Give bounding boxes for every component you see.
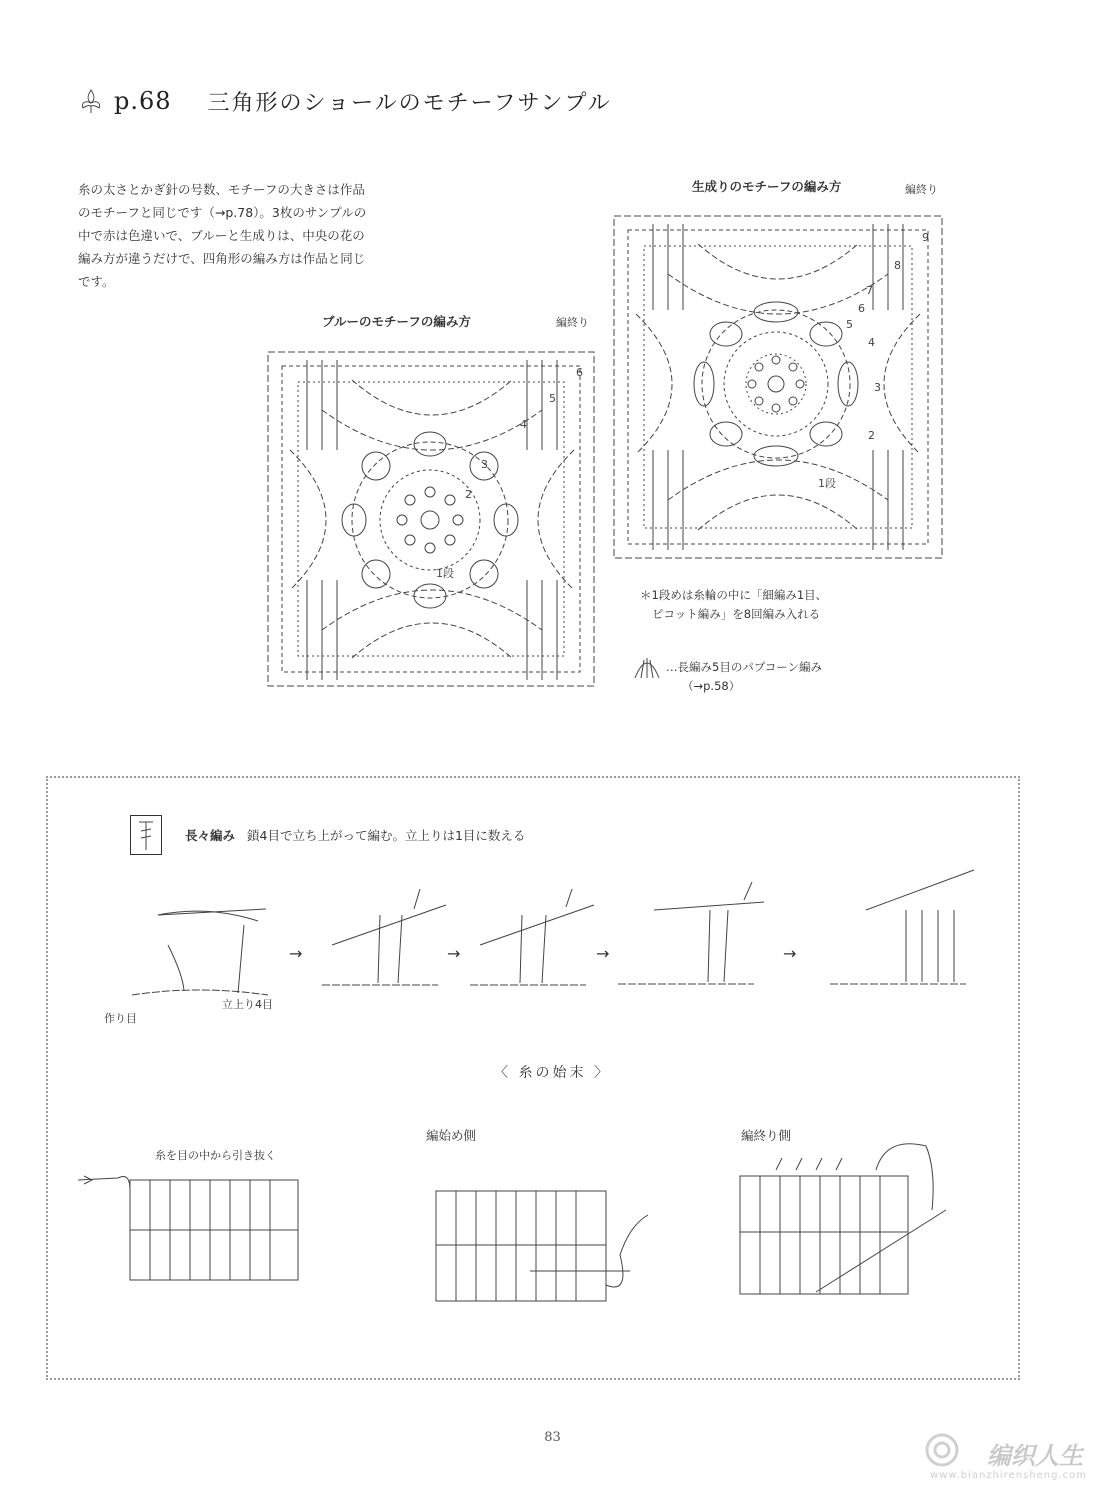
watermark-logo-icon xyxy=(924,1432,964,1468)
natural-round-5: 5 xyxy=(846,318,853,331)
intro-line: 編み方が違うだけで、四角形の編み方は作品と同じ xyxy=(78,251,366,266)
label-turning-chain: 立上り4目 xyxy=(222,998,273,1011)
natural-round-7: 7 xyxy=(866,284,873,297)
label-foundation-chain: 作り目 xyxy=(104,1012,137,1025)
blue-round-2: 2 xyxy=(465,488,472,501)
stitch-step-2 xyxy=(318,885,448,995)
intro-paragraph xyxy=(78,178,418,293)
blue-round-4: 4 xyxy=(520,418,527,431)
note-round1-line: ＊1段めは糸輪の中に「細編み1目、 xyxy=(640,588,828,602)
stitch-step-3 xyxy=(466,885,596,995)
note-round1-line: ピコット編み」を8回編み入れる xyxy=(652,607,821,621)
stitch-step-5 xyxy=(826,870,976,995)
stitch-title xyxy=(185,826,525,844)
natural-flower-center xyxy=(694,302,858,466)
stitch-description: 鎖4目で立ち上がって編む。立上りは1目に数える xyxy=(247,828,526,843)
natural-end-label: 編終り xyxy=(905,183,938,196)
legend-popcorn-line: …長編み5目のパプコーン編み xyxy=(666,660,823,674)
natural-round-1: 1段 xyxy=(818,477,836,490)
section-header xyxy=(78,84,612,118)
intro-line: 中で赤は色違いで、ブルーと生成りは、中央の花の xyxy=(78,228,365,243)
intro-line: のモチーフと同じです（→p.78）。3枚のサンプルの xyxy=(78,205,367,220)
page-number: 83 xyxy=(544,1430,561,1445)
natural-round-9: 9 xyxy=(922,231,929,244)
yarn-end-pull-diagram xyxy=(78,1150,308,1290)
step-arrow: → xyxy=(783,944,797,963)
blue-flower-center xyxy=(342,432,518,608)
page-reference: p.68 xyxy=(114,87,172,115)
stitch-step-4 xyxy=(614,880,764,995)
natural-round-4: 4 xyxy=(868,336,875,349)
natural-round-2: 2 xyxy=(868,429,875,442)
page-title: 三角形のショールのモチーフサンプル xyxy=(207,90,612,116)
natural-round-8: 8 xyxy=(894,259,901,272)
blue-chart-title: ブルーのモチーフの編み方 xyxy=(322,314,471,329)
step-arrow: → xyxy=(289,944,303,963)
natural-chart-title: 生成りのモチーフの編み方 xyxy=(692,179,842,194)
step-arrow: → xyxy=(596,944,610,963)
blue-round-3: 3 xyxy=(481,458,488,471)
natural-round-6: 6 xyxy=(858,302,865,315)
watermark-url: www.bianzhirensheng.com xyxy=(929,1470,1087,1481)
step-arrow: → xyxy=(447,944,461,963)
blue-round-1: 1段 xyxy=(436,567,454,580)
blue-round-5: 5 xyxy=(549,392,556,405)
legend-popcorn xyxy=(666,658,822,696)
watermark-text: 编织人生 xyxy=(987,1442,1083,1470)
label-pull-through: 糸を目の中から引き抜く xyxy=(155,1149,276,1162)
yarn-ends-subhead: 〈 糸の始末 〉 xyxy=(494,1065,611,1081)
natural-round-3: 3 xyxy=(874,381,881,394)
label-start-side: 編始め側 xyxy=(426,1128,477,1143)
natural-square-frame xyxy=(614,216,942,558)
blue-end-label: 編終り xyxy=(556,316,589,329)
legend-popcorn-ref: （→p.58） xyxy=(682,679,741,693)
stitch-symbol-box xyxy=(130,815,162,855)
intro-line: です。 xyxy=(78,274,115,289)
popcorn-stitch-icon xyxy=(632,652,662,680)
blue-square-frame xyxy=(268,352,594,686)
fleur-ornament-icon xyxy=(78,88,104,114)
stitch-name: 長々編み xyxy=(185,828,236,843)
label-end-side: 編終り側 xyxy=(741,1128,792,1143)
yarn-end-finish-diagram xyxy=(736,1140,966,1305)
intro-line: 糸の太さとかぎ針の号数、モチーフの大きさは作品 xyxy=(78,182,365,197)
treble-crochet-symbol-icon xyxy=(131,816,161,854)
note-round1 xyxy=(640,586,827,624)
blue-round-6: 6 xyxy=(576,366,583,379)
yarn-end-start-diagram xyxy=(430,1185,650,1310)
